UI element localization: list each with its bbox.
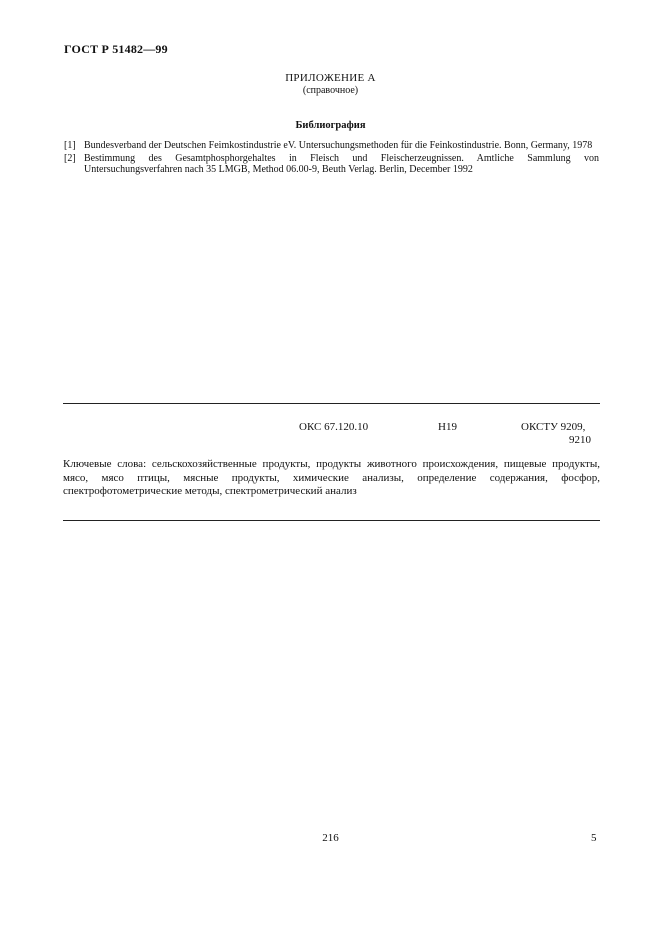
page-number: 216 [322, 832, 339, 844]
reference-list [64, 140, 599, 177]
reference-item [64, 153, 599, 176]
keywords-paragraph: Ключевые слова: сельскохозяйственные продукты, продукты животного происхождения, пищевые продукты, мясо, мясо птицы, мясные продукты, химические анализы, определение содержания, фосфор, спектрофотометрические методы, спектрометрический анализ [63, 458, 600, 497]
reference-number: [2] [64, 152, 76, 164]
annex-subtitle: (справочное) [302, 85, 359, 96]
reference-text: Bundesverband der Deutschen Feimkostindustrie eV. Untersuchungsmethoden für die Feinkostindustrie. Bonn, Germany, 1978 [84, 140, 593, 151]
reference-number: [1] [64, 140, 76, 151]
annex-title: ПРИЛОЖЕНИЕ А [285, 72, 376, 84]
oks-code: ОКС 67.120.10 [299, 421, 369, 433]
divider-bottom [63, 520, 600, 521]
bibliography-title: Библиография [295, 120, 366, 131]
reference-item [64, 140, 599, 152]
reference-text: Bestimmung des Gesamtphosphorgehaltes in Fleisch und Fleischerzeugnissen. Amtliche Sammlung von Untersuchungsverfahren nach 35 LMGB, Method 06.00-9, Beuth Verlag. Berlin, December 1992 [84, 152, 599, 175]
okstu-code: ОКСТУ 9209, [521, 421, 586, 433]
standard-designation: ГОСТ Р 51482—99 [64, 42, 168, 56]
divider-top [63, 403, 600, 404]
sheet-number: 5 [591, 832, 597, 844]
group-code: Н19 [438, 421, 457, 433]
okstu-code-continued: 9210 [569, 434, 591, 446]
